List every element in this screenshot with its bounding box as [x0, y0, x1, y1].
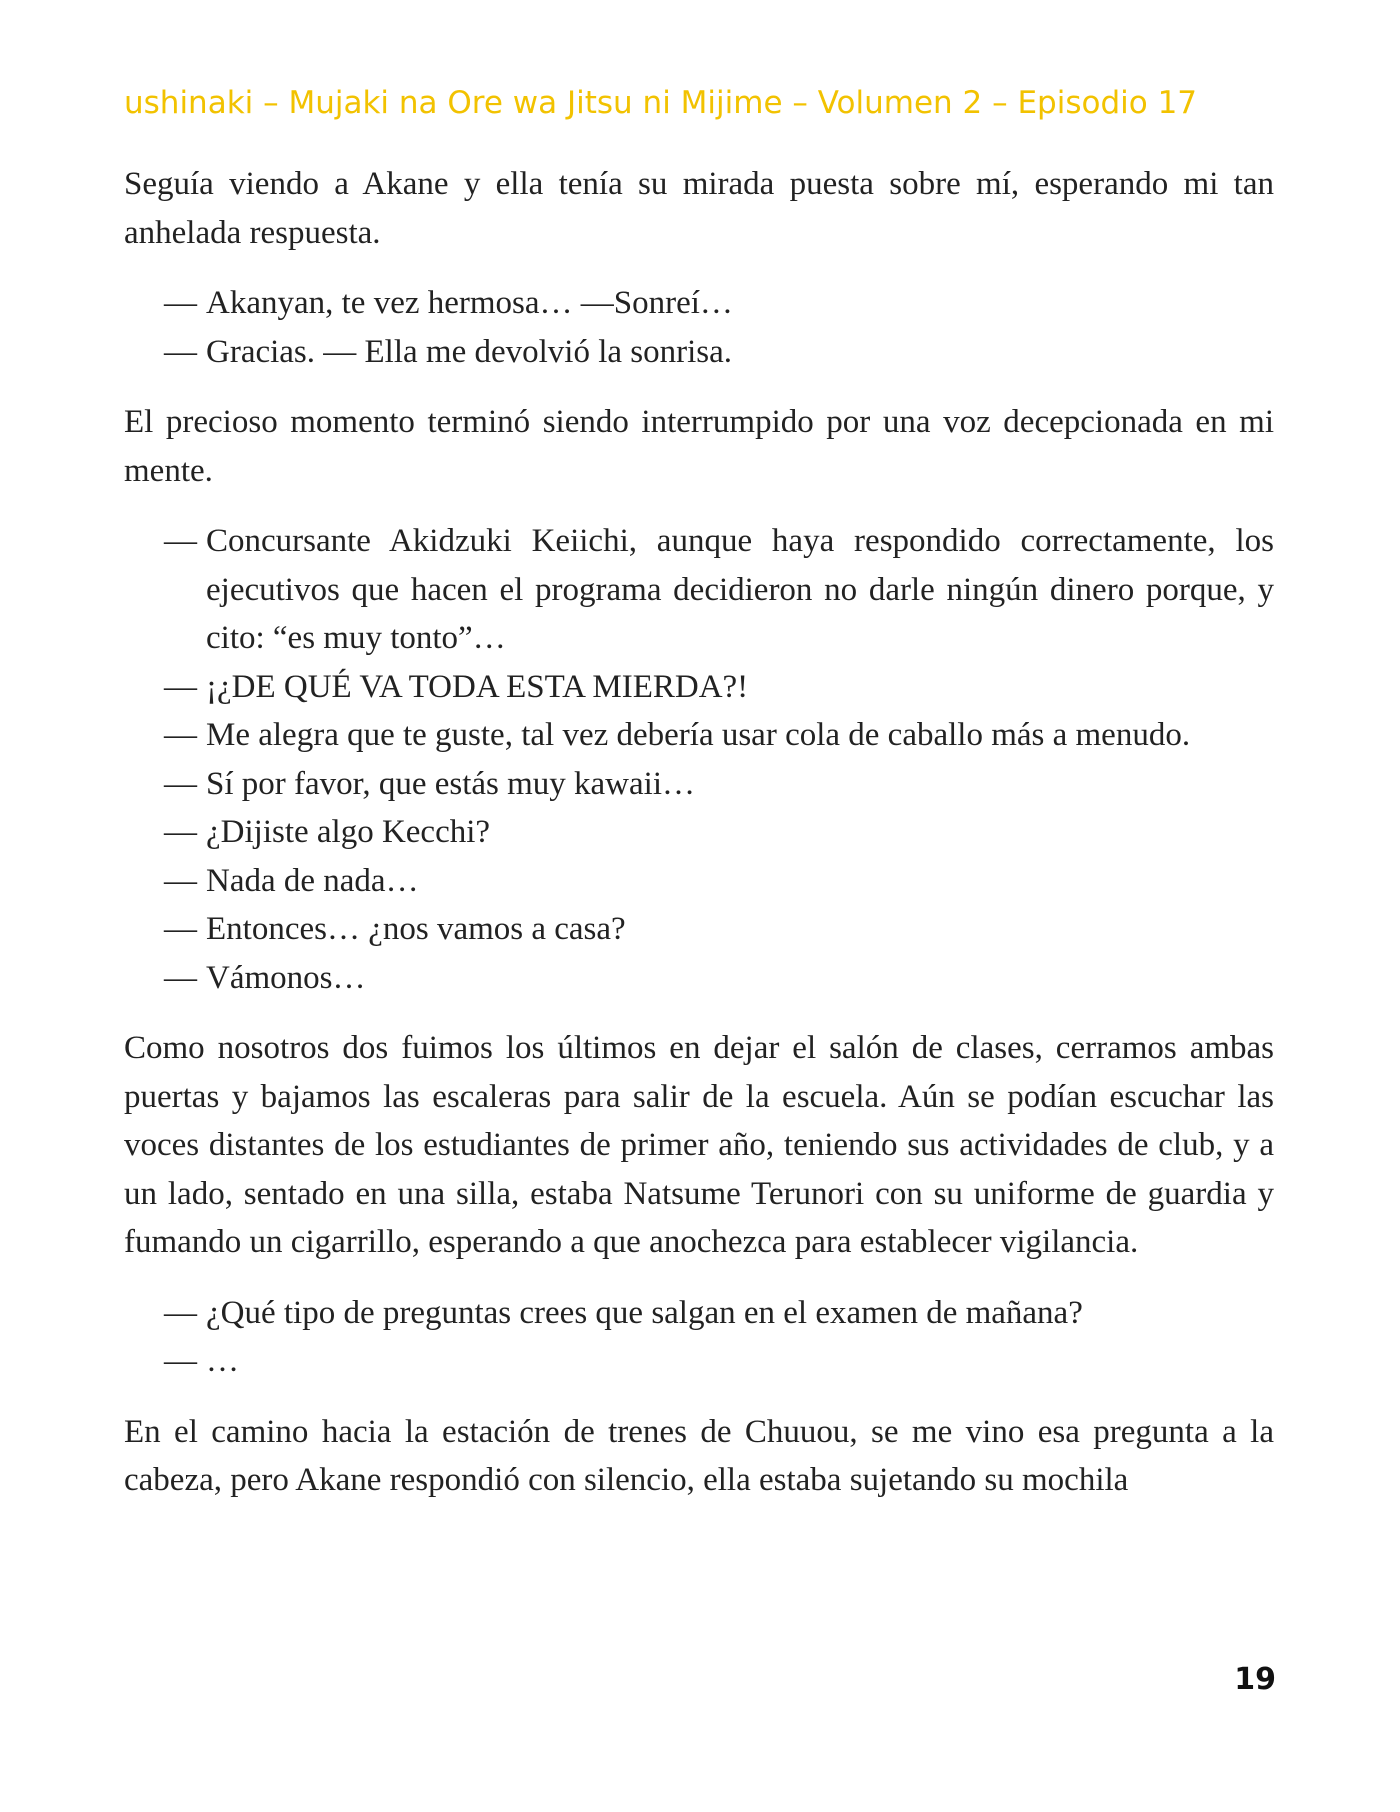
- running-header: ushinaki – Mujaki na Ore wa Jitsu ni Mijime – Volumen 2 – Episodio 17: [124, 85, 1198, 121]
- dialogue-dash: —: [164, 911, 197, 947]
- paragraph-2: El precioso momento terminó siendo interrumpido por una voz decepcionada en mi mente.: [124, 404, 1274, 489]
- dialogue-line: [124, 808, 1274, 857]
- dialogue-text: Concursante Akidzuki Keiichi, aunque haya respondido correctamente, los ejecutivos que hacen el programa decidieron no darle ningún dinero porque, y cito: “es muy tonto”…: [206, 523, 1274, 656]
- dialogue-line: [124, 1337, 1274, 1386]
- dialogue-text: Akanyan, te vez hermosa… —Sonreí…: [206, 285, 733, 321]
- dialogue-line: [124, 954, 1274, 1003]
- dialogue-line: [124, 760, 1274, 809]
- dialogue-line: [124, 328, 1274, 377]
- dialogue-line: [124, 1289, 1274, 1338]
- dialogue-text: ¿Qué tipo de preguntas crees que salgan en el examen de mañana?: [206, 1294, 1083, 1331]
- dialogue-line: [124, 517, 1274, 663]
- dialogue-dash: —: [164, 285, 197, 321]
- dialogue-text: Vámonos…: [206, 959, 366, 996]
- dialogue-line: [124, 279, 1274, 328]
- dialogue-line: [124, 857, 1274, 906]
- dialogue-text: Sí por favor, que estás muy kawaii…: [206, 765, 695, 802]
- dialogue-dash: —: [164, 1294, 197, 1331]
- dialogue-text: Me alegra que te guste, tal vez debería usar cola de caballo más a menudo.: [206, 717, 1191, 753]
- dialogue-dash: —: [164, 523, 197, 559]
- dialogue-line: [124, 905, 1274, 954]
- dialogue-text: Nada de nada…: [206, 862, 419, 899]
- dialogue-line: [124, 711, 1274, 760]
- page-number: 19: [1234, 1662, 1276, 1697]
- dialogue-block-2: [124, 517, 1274, 1002]
- paragraph-4: En el camino hacia la estación de trenes de Chuuou, se me vino esa pregunta a la cabeza, pero Akane respondió con silencio, ella estaba sujetando su mochila: [124, 1413, 1274, 1498]
- dialogue-line: [124, 663, 1274, 712]
- dialogue-text: ¿Dijiste algo Kecchi?: [206, 814, 491, 850]
- dialogue-dash: —: [164, 814, 197, 850]
- dialogue-text: Gracias. — Ella me devolvió la sonrisa.: [206, 333, 733, 370]
- dialogue-dash: —: [164, 1343, 197, 1379]
- body-text: [124, 160, 1274, 1527]
- dialogue-dash: —: [164, 862, 197, 899]
- dialogue-block-3: [124, 1289, 1274, 1386]
- paragraph-1: Seguía viendo a Akane y ella tenía su mirada puesta sobre mí, esperando mi tan anhelada respuesta.: [124, 166, 1274, 251]
- dialogue-text: Entonces… ¿nos vamos a casa?: [206, 911, 626, 947]
- dialogue-block-1: [124, 279, 1274, 376]
- dialogue-dash: —: [164, 959, 197, 996]
- dialogue-dash: —: [164, 668, 197, 705]
- dialogue-dash: —: [164, 333, 197, 370]
- dialogue-dash: —: [164, 717, 197, 753]
- dialogue-text: ¡¿DE QUÉ VA TODA ESTA MIERDA?!: [206, 668, 749, 705]
- dialogue-dash: —: [164, 765, 197, 802]
- dialogue-text: …: [206, 1343, 239, 1379]
- paragraph-3: Como nosotros dos fuimos los últimos en dejar el salón de clases, cerramos ambas puertas y bajamos las escaleras para salir de la escuela. Aún se podían escuchar las voces distantes de los estudiantes de primer año, teniendo sus actividades de club, y a un lado, sentado en una silla, estaba Natsume Terunori con su uniforme de guardia y fumando un cigarrillo, esperando a que anochezca para establecer vigilancia.: [124, 1030, 1274, 1260]
